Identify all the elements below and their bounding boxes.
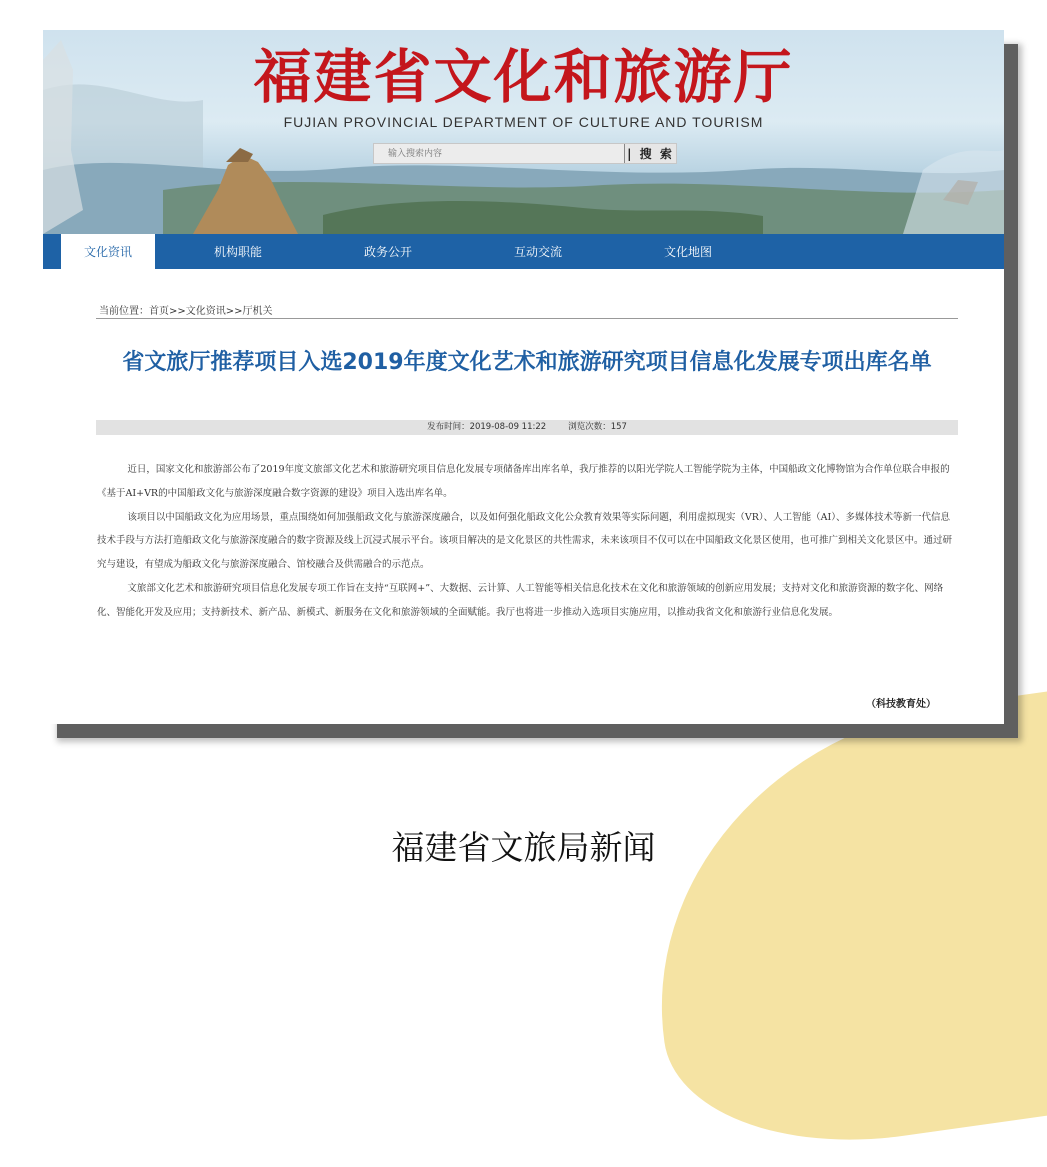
article-paragraph: 文旅部文化艺术和旅游研究项目信息化发展专项工作旨在支持“互联网+”、大数据、云计算、人工智能等相关信息化技术在文化和旅游领域的创新应用发展；支持对文化和旅游资源的数字化、网络化、智能化开发及应用；支持新技术、新产品、新模式、新服务在文化和旅游领域的全面赋能。我厅也将进一步推动入选项目实施应用，以推动我省文化和旅游行业信息化发展。	[97, 582, 944, 618]
nav-item-culture-news[interactable]: 文化资讯	[61, 234, 155, 269]
article-paragraph: 近日，国家文化和旅游部公布了2019年度文旅部文化艺术和旅游研究项目信息化发展专项储备库出库名单，我厅推荐的以阳光学院人工智能学院为主体，中国船政文化博物馆为合作单位联合申报的《基于AI+VR的中国船政文化与旅游深度融合数字资源的建设》项目入选出库名单。	[97, 464, 950, 499]
decorative-yellow-shape	[623, 673, 1047, 1167]
article-title: 省文旅厅推荐项目入选2019年度文化艺术和旅游研究项目信息化发展专项出库名单	[122, 350, 932, 375]
main-nav	[43, 234, 1004, 269]
nav-item-culture-map[interactable]: 文化地图	[663, 245, 712, 259]
publish-time: 发布时间：2019-08-09 11:22	[427, 422, 547, 432]
article-paragraph: 该项目以中国船政文化为应用场景，重点围绕如何加强船政文化与旅游深度融合，以及如何强化船政文化公众教育效果等实际问题，利用虚拟现实（VR）、人工智能（AI）、多媒体技术等新一代信息技术手段与方法打造船政文化与旅游深度融合的数字资源及线上沉浸式展示平台。该项目解决的是文化景区的共性需求，未来该项目不仅可以在中国船政文化景区使用，也可推广到相关文化景区中。通过研究与建设，有望成为船政文化与旅游深度融合、馆校融合及供需融合的示范点。	[97, 511, 953, 571]
nav-item-functions[interactable]: 机构职能	[213, 245, 262, 259]
search-bar	[373, 143, 677, 164]
site-title: 福建省文化和旅游厅	[253, 43, 794, 111]
view-count: 浏览次数：157	[568, 422, 627, 432]
site-subtitle: FUJIAN PROVINCIAL DEPARTMENT OF CULTURE AND TOURISM	[283, 114, 764, 130]
caption-title: 福建省文旅局新闻	[391, 828, 656, 867]
nav-item-interaction[interactable]: 互动交流	[513, 245, 562, 259]
article-meta	[96, 420, 958, 435]
breadcrumb-divider	[96, 318, 958, 319]
breadcrumb: 当前位置：首页>>文化资讯>>厅机关	[99, 306, 273, 317]
search-input[interactable]	[374, 145, 624, 162]
article-source: （科技教育处）	[866, 699, 936, 710]
search-button[interactable]: | 搜 索	[624, 144, 676, 163]
webpage-screenshot-card	[43, 30, 1004, 724]
nav-item-gov-affairs[interactable]: 政务公开	[363, 245, 412, 259]
article-body	[97, 458, 959, 625]
header-banner	[43, 30, 1004, 234]
